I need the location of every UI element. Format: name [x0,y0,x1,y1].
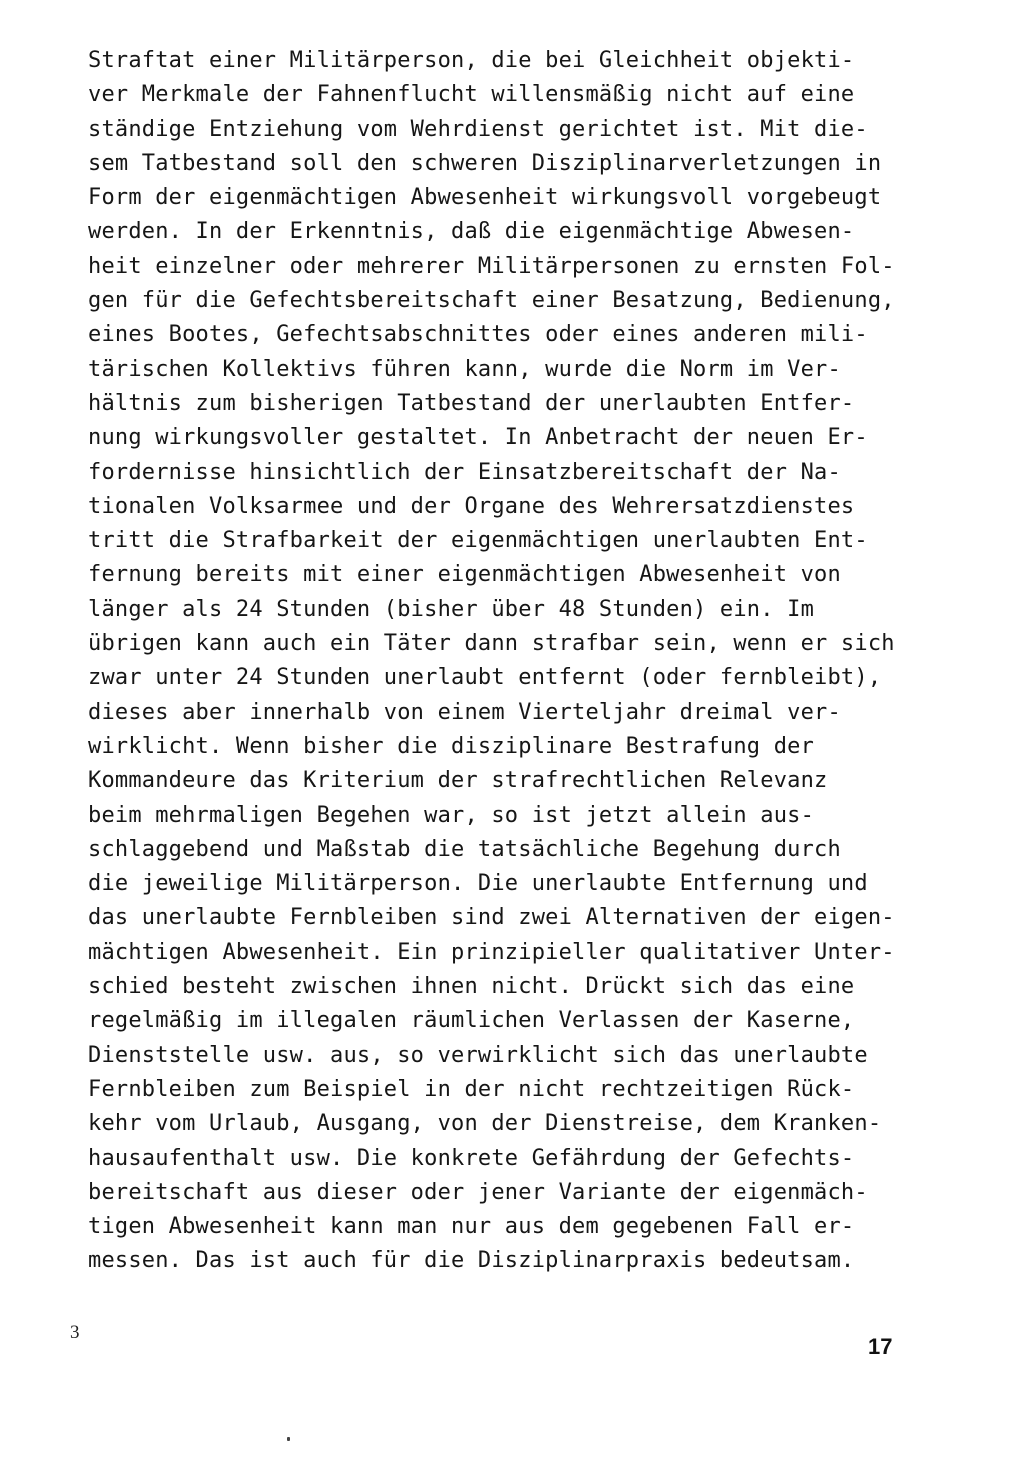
text-line: zwar unter 24 Stunden unerlaubt entfernt (oder fernbleibt), [88,665,882,691]
text-line: Dienststelle usw. aus, so verwirklicht sich das unerlaubte [88,1042,868,1068]
text-line: Kommandeure das Kriterium der strafrechtlichen Relevanz [88,768,828,794]
page-number: 17 [868,1334,893,1359]
text-line: heit einzelner oder mehrerer Militärpersonen zu ernsten Fol- [88,253,895,279]
text-line: fernung bereits mit einer eigenmächtigen Abwesenheit von [88,562,841,588]
text-line: tärischen Kollektivs führen kann, wurde die Norm im Ver- [88,356,841,382]
body-text [88,44,948,1279]
text-line: kehr vom Urlaub, Ausgang, von der Dienstreise, dem Kranken- [88,1111,882,1137]
text-line: Form der eigenmächtigen Abwesenheit wirkungsvoll vorgebeugt [88,185,882,211]
text-line: werden. In der Erkenntnis, daß die eigenmächtige Abwesen- [88,219,855,245]
text-line: tionalen Volksarmee und der Organe des Wehrersatzdienstes [88,493,855,519]
text-line: schlaggebend und Maßstab die tatsächliche Begehung durch [88,836,841,862]
text-line: beim mehrmaligen Begehen war, so ist jetzt allein aus- [88,802,815,828]
text-line: wirklicht. Wenn bisher die disziplinare Bestrafung der [88,733,815,759]
scan-speck [287,1437,290,1441]
text-line: dieses aber innerhalb von einem Vierteljahr dreimal ver- [88,699,841,725]
text-line: ständige Entziehung vom Wehrdienst gerichtet ist. Mit die- [88,116,868,142]
margin-mark: 3 [70,1322,80,1343]
text-line: übrigen kann auch ein Täter dann strafbar sein, wenn er sich [88,631,895,657]
text-line: hausaufenthalt usw. Die konkrete Gefährdung der Gefechts- [88,1145,855,1171]
text-line: schied besteht zwischen ihnen nicht. Drückt sich das eine [88,974,855,1000]
text-line: hältnis zum bisherigen Tatbestand der unerlaubten Entfer- [88,390,855,416]
text-line: Fernbleiben zum Beispiel in der nicht rechtzeitigen Rück- [88,1076,855,1102]
text-line: fordernisse hinsichtlich der Einsatzbereitschaft der Na- [88,459,841,485]
text-line: eines Bootes, Gefechtsabschnittes oder eines anderen mili- [88,322,868,348]
text-line: gen für die Gefechtsbereitschaft einer Besatzung, Bedienung, [88,288,895,314]
text-line: sem Tatbestand soll den schweren Disziplinarverletzungen in [88,150,882,176]
text-line: regelmäßig im illegalen räumlichen Verlassen der Kaserne, [88,1008,855,1034]
text-line: tritt die Strafbarkeit der eigenmächtigen unerlaubten Ent- [88,528,868,554]
text-line: mächtigen Abwesenheit. Ein prinzipieller qualitativer Unter- [88,939,895,965]
text-line: das unerlaubte Fernbleiben sind zwei Alternativen der eigen- [88,905,895,931]
text-line: Straftat einer Militärperson, die bei Gleichheit objekti- [88,48,855,73]
text-line: länger als 24 Stunden (bisher über 48 Stunden) ein. Im [88,596,815,622]
text-line: nung wirkungsvoller gestaltet. In Anbetracht der neuen Er- [88,425,868,451]
text-line: bereitschaft aus dieser oder jener Variante der eigenmäch- [88,1179,868,1205]
text-line: ver Merkmale der Fahnenflucht willensmäßig nicht auf eine [88,82,855,108]
text-line: messen. Das ist auch für die Disziplinarpraxis bedeutsam. [88,1248,855,1274]
text-line: die jeweilige Militärperson. Die unerlaubte Entfernung und [88,871,868,897]
text-line: tigen Abwesenheit kann man nur aus dem gegebenen Fall er- [88,1214,855,1240]
